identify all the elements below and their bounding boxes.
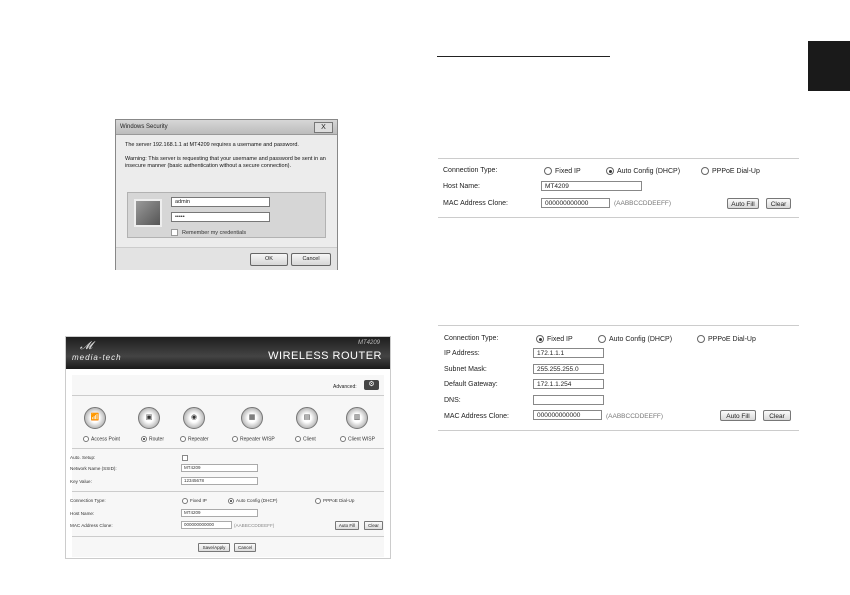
- mode-label: Client WISP: [348, 436, 375, 443]
- pppoe-option[interactable]: [697, 335, 756, 343]
- client-icon[interactable]: ▤: [296, 407, 318, 429]
- subnet-mask-label: Subnet Mask:: [444, 366, 487, 373]
- option-label: Fixed IP: [555, 167, 581, 175]
- radio[interactable]: [180, 436, 186, 442]
- connection-type-label: Connection Type:: [70, 498, 106, 503]
- ssid-label: Network Name (SSID):: [70, 466, 117, 471]
- radio[interactable]: [701, 167, 709, 175]
- radio[interactable]: [606, 167, 614, 175]
- auto-setup-checkbox[interactable]: [182, 455, 188, 461]
- router-admin-page: [65, 336, 391, 559]
- connection-type-label: Connection Type:: [444, 335, 499, 342]
- mode-option-client[interactable]: [295, 436, 316, 442]
- dns-input[interactable]: [533, 395, 604, 405]
- heading-underline: [437, 56, 610, 57]
- host-name-label: Host Name:: [70, 511, 95, 516]
- clear-button[interactable]: Clear: [766, 198, 791, 209]
- remember-credentials[interactable]: [171, 229, 246, 236]
- radio[interactable]: [295, 436, 301, 442]
- dialog-footer: [116, 247, 337, 270]
- gear-icon[interactable]: ⚙: [364, 380, 379, 390]
- mode-option-access-point[interactable]: [83, 436, 120, 442]
- option-label: PPPoE Dial-Up: [708, 335, 756, 343]
- router-banner: [66, 337, 390, 369]
- mode-label: Access Point: [91, 436, 120, 443]
- radio[interactable]: [697, 335, 705, 343]
- host-name-label: Host Name:: [443, 183, 480, 190]
- default-gateway-label: Default Gateway:: [444, 381, 498, 388]
- advanced-label: Advanced:: [333, 384, 357, 390]
- auto-config-option[interactable]: [606, 167, 680, 175]
- pppoe-option[interactable]: [701, 167, 760, 175]
- remember-checkbox[interactable]: [171, 229, 178, 236]
- ssid-input[interactable]: MT4209: [181, 464, 258, 472]
- radio[interactable]: [83, 436, 89, 442]
- router-icon[interactable]: ▣: [138, 407, 160, 429]
- mode-label: Router: [149, 436, 165, 443]
- mode-option-router[interactable]: [141, 436, 164, 442]
- cancel-button[interactable]: Cancel: [234, 543, 256, 552]
- auto-setup-label: Auto. Setup:: [70, 455, 96, 460]
- brand-logo: media-tech: [72, 353, 122, 362]
- auto-fill-button[interactable]: Auto Fill: [720, 410, 756, 421]
- auto-fill-button[interactable]: Auto Fill: [335, 521, 359, 530]
- cancel-button[interactable]: Cancel: [291, 253, 331, 266]
- mac-clone-input[interactable]: 000000000000: [541, 198, 610, 208]
- page-tab-marker: [808, 41, 850, 91]
- divider: [72, 491, 384, 492]
- mac-clone-input[interactable]: 000000000000: [533, 410, 602, 420]
- pppoe-option[interactable]: [315, 498, 354, 504]
- divider: [72, 536, 384, 537]
- auto-config-option[interactable]: [598, 335, 672, 343]
- divider: [72, 448, 384, 449]
- radio[interactable]: [536, 335, 544, 343]
- host-name-input[interactable]: MT4209: [181, 509, 258, 517]
- close-button[interactable]: X: [314, 122, 333, 133]
- option-label: Fixed IP: [547, 335, 573, 343]
- mode-label: Client: [303, 436, 316, 443]
- save-apply-button[interactable]: Save/Apply: [198, 543, 230, 552]
- mac-clone-label: MAC Address Clone:: [70, 523, 113, 528]
- radio[interactable]: [182, 498, 188, 504]
- divider: [72, 395, 384, 396]
- option-label: PPPoE Dial-Up: [323, 498, 355, 504]
- radio[interactable]: [228, 498, 234, 504]
- radio[interactable]: [598, 335, 606, 343]
- ok-button[interactable]: OK: [250, 253, 288, 266]
- key-label: Key Value:: [70, 479, 92, 484]
- subnet-mask-input[interactable]: 255.255.255.0: [533, 364, 604, 374]
- auto-fill-button[interactable]: Auto Fill: [727, 198, 759, 209]
- connection-type-label: Connection Type:: [443, 167, 498, 174]
- mac-format-hint: (AABBCCDDEEFF): [614, 200, 672, 207]
- repeater-icon[interactable]: ◉: [183, 407, 205, 429]
- option-label: Auto Config (DHCP): [617, 167, 681, 175]
- user-avatar-icon: [134, 199, 162, 227]
- ip-address-input[interactable]: 172.1.1.1: [533, 348, 604, 358]
- mac-format-hint: (AABBCCDDEEFF): [234, 523, 275, 528]
- option-label: Fixed IP: [190, 498, 207, 504]
- password-field[interactable]: •••••: [171, 212, 270, 222]
- option-label: Auto Config (DHCP): [609, 335, 673, 343]
- dialog-warning: Warning: This server is requesting that your username and password be sent in an insecure manner (basic authentication without a secure connection).: [125, 156, 326, 169]
- clear-button[interactable]: Clear: [763, 410, 791, 421]
- logo-icon: 𝓜: [80, 340, 93, 352]
- mac-clone-label: MAC Address Clone:: [443, 200, 508, 207]
- mode-label: Repeater: [188, 436, 209, 443]
- option-label: PPPoE Dial-Up: [712, 167, 760, 175]
- mode-option-client-wisp[interactable]: [340, 436, 375, 442]
- client-wisp-icon[interactable]: ▥: [346, 407, 368, 429]
- mac-clone-input[interactable]: 000000000000: [181, 521, 232, 529]
- access-point-icon[interactable]: 📶: [84, 407, 106, 429]
- mode-option-repeater[interactable]: [180, 436, 209, 442]
- auto-config-option[interactable]: [228, 498, 277, 504]
- windows-security-dialog: [115, 119, 338, 270]
- dialog-title: Windows Security: [120, 124, 168, 130]
- radio[interactable]: [315, 498, 321, 504]
- mode-label: Repeater WISP: [240, 436, 275, 443]
- dns-label: DNS:: [444, 397, 461, 404]
- credentials-box: [127, 192, 326, 238]
- fixed-ip-option[interactable]: [182, 498, 207, 504]
- mode-option-repeater-wisp[interactable]: [232, 436, 275, 442]
- radio[interactable]: [340, 436, 346, 442]
- fixed-ip-option[interactable]: [544, 167, 581, 175]
- model-name: MT4209: [357, 340, 380, 346]
- mac-format-hint: (AABBCCDDEEFF): [606, 413, 664, 420]
- key-input[interactable]: 12345678: [181, 477, 258, 485]
- product-title: WIRELESS ROUTER: [268, 350, 382, 362]
- ip-address-label: IP Address:: [444, 350, 480, 357]
- clear-button[interactable]: Clear: [364, 521, 383, 530]
- default-gateway-input[interactable]: 172.1.1.254: [533, 379, 604, 389]
- dialog-message: The server 192.168.1.1 at MT4209 requires a username and password.: [125, 142, 299, 148]
- dialog-titlebar: [116, 120, 337, 135]
- radio[interactable]: [232, 436, 238, 442]
- mac-clone-label: MAC Address Clone:: [444, 413, 509, 420]
- radio[interactable]: [544, 167, 552, 175]
- host-name-input[interactable]: MT4209: [541, 181, 642, 191]
- option-label: Auto Config (DHCP): [236, 498, 278, 504]
- remember-label: Remember my credentials: [182, 229, 247, 236]
- fixed-ip-option[interactable]: [536, 335, 573, 343]
- repeater-wisp-icon[interactable]: ▦: [241, 407, 263, 429]
- username-field[interactable]: admin: [171, 197, 270, 207]
- radio[interactable]: [141, 436, 147, 442]
